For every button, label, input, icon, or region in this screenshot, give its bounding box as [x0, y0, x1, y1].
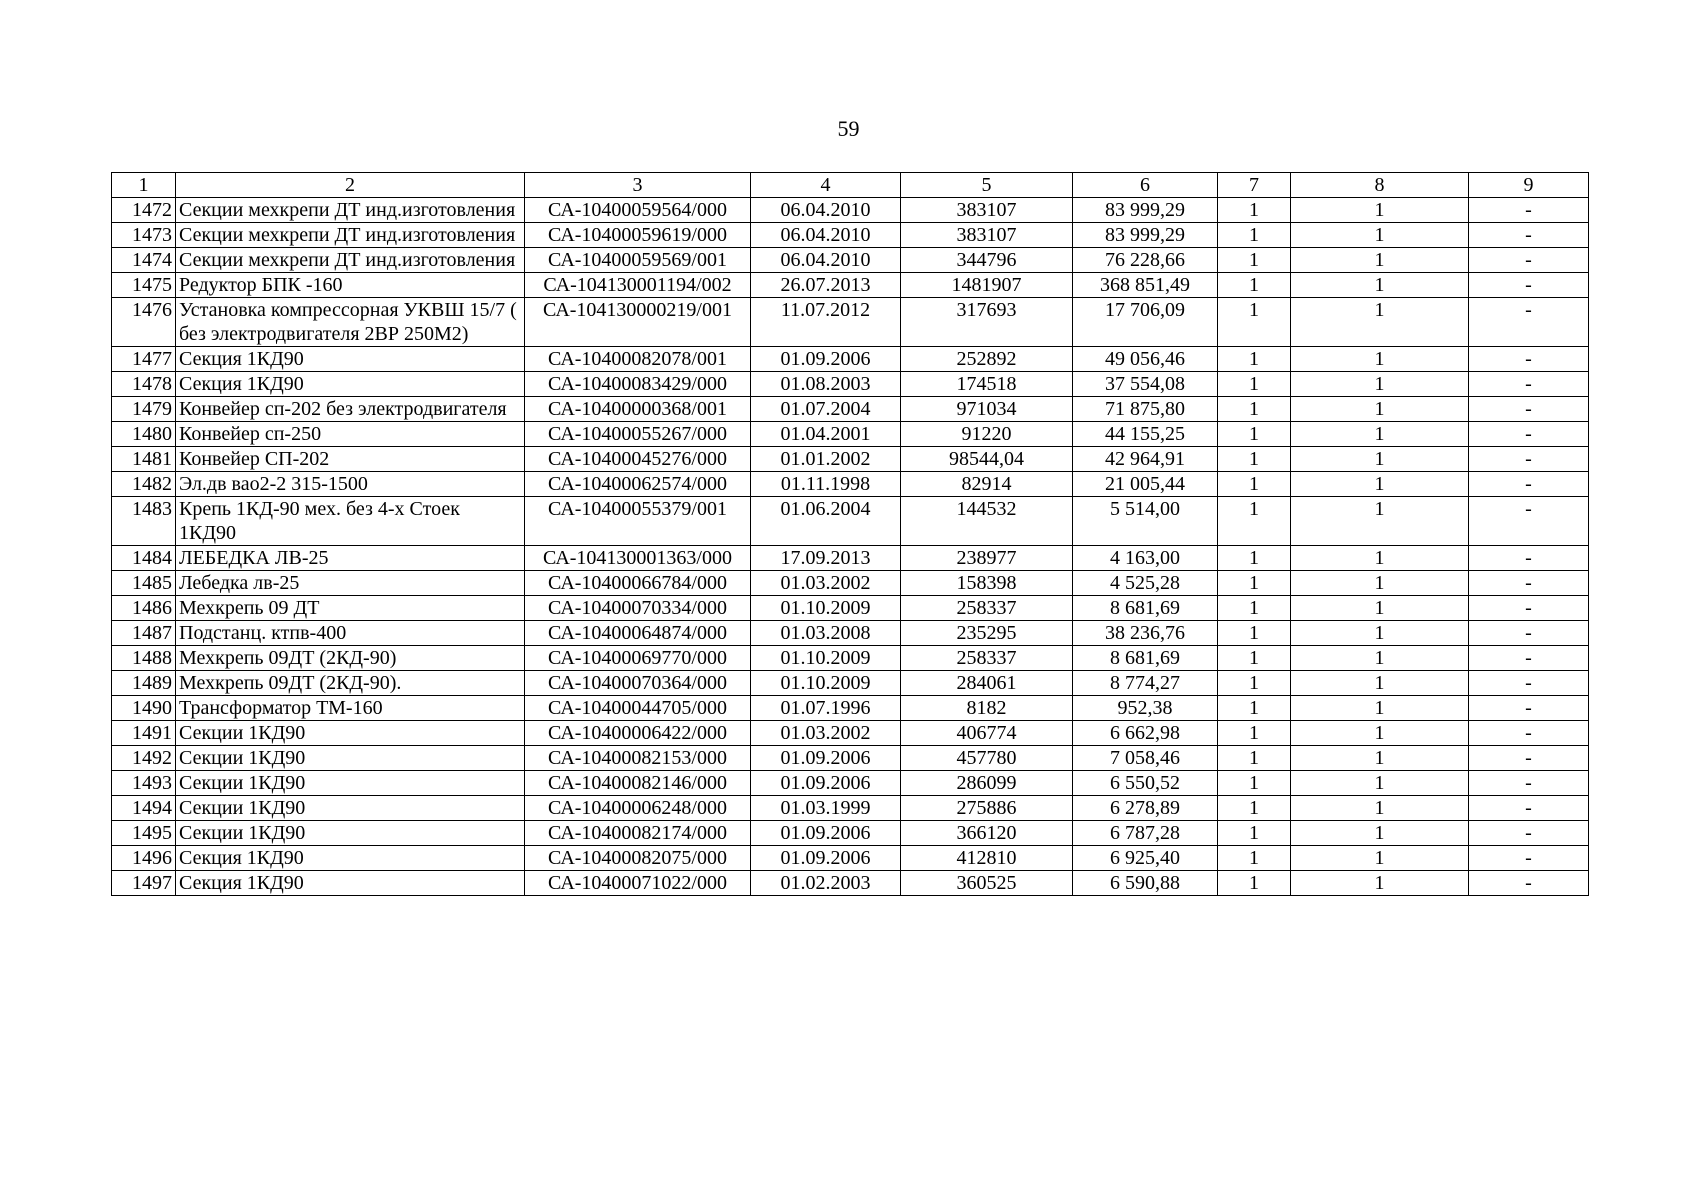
cell-initial-cost: 258337	[901, 646, 1073, 671]
cell-col-7-value: 1	[1218, 198, 1291, 223]
cell-item-name: Секции 1КД90	[176, 721, 525, 746]
cell-residual-value: 83 999,29	[1073, 223, 1218, 248]
cell-col-8-value: 1	[1291, 372, 1469, 397]
cell-col-9-value: -	[1469, 871, 1589, 896]
table-row	[112, 447, 1589, 472]
cell-initial-cost: 366120	[901, 821, 1073, 846]
cell-residual-value: 49 056,46	[1073, 347, 1218, 372]
cell-row-number: 1479	[112, 397, 176, 422]
cell-row-number: 1478	[112, 372, 176, 397]
header-cell-6: 6	[1073, 173, 1218, 198]
cell-row-number: 1475	[112, 273, 176, 298]
cell-date: 01.08.2003	[751, 372, 901, 397]
table-row	[112, 248, 1589, 273]
cell-residual-value: 38 236,76	[1073, 621, 1218, 646]
cell-row-number: 1486	[112, 596, 176, 621]
cell-col-8-value: 1	[1291, 546, 1469, 571]
cell-residual-value: 7 058,46	[1073, 746, 1218, 771]
cell-col-9-value: -	[1469, 472, 1589, 497]
cell-col-9-value: -	[1469, 372, 1589, 397]
header-cell-1: 1	[112, 173, 176, 198]
cell-col-8-value: 1	[1291, 248, 1469, 273]
cell-initial-cost: 174518	[901, 372, 1073, 397]
cell-item-name: ЛЕБЕДКА ЛВ-25	[176, 546, 525, 571]
cell-col-9-value: -	[1469, 347, 1589, 372]
cell-col-8-value: 1	[1291, 796, 1469, 821]
cell-col-7-value: 1	[1218, 771, 1291, 796]
cell-date: 01.09.2006	[751, 771, 901, 796]
cell-date: 01.01.2002	[751, 447, 901, 472]
cell-initial-cost: 275886	[901, 796, 1073, 821]
cell-item-name: Секция 1КД90	[176, 347, 525, 372]
cell-inventory-code: СА-10400082078/001	[525, 347, 751, 372]
cell-col-8-value: 1	[1291, 846, 1469, 871]
cell-initial-cost: 258337	[901, 596, 1073, 621]
cell-initial-cost: 383107	[901, 223, 1073, 248]
cell-date: 01.10.2009	[751, 671, 901, 696]
cell-col-9-value: -	[1469, 397, 1589, 422]
cell-col-9-value: -	[1469, 621, 1589, 646]
cell-row-number: 1493	[112, 771, 176, 796]
cell-residual-value: 4 163,00	[1073, 546, 1218, 571]
table-row	[112, 223, 1589, 248]
table-row	[112, 472, 1589, 497]
cell-item-name: Мехкрепь 09ДТ (2КД-90)	[176, 646, 525, 671]
cell-col-9-value: -	[1469, 422, 1589, 447]
cell-inventory-code: СА-10400070364/000	[525, 671, 751, 696]
cell-col-9-value: -	[1469, 821, 1589, 846]
cell-col-7-value: 1	[1218, 223, 1291, 248]
table-row	[112, 347, 1589, 372]
table-row	[112, 596, 1589, 621]
cell-col-7-value: 1	[1218, 671, 1291, 696]
cell-date: 01.04.2001	[751, 422, 901, 447]
header-cell-8: 8	[1291, 173, 1469, 198]
table-row	[112, 771, 1589, 796]
cell-initial-cost: 412810	[901, 846, 1073, 871]
cell-inventory-code: СА-10400059619/000	[525, 223, 751, 248]
cell-date: 01.03.1999	[751, 796, 901, 821]
table-row	[112, 198, 1589, 223]
cell-initial-cost: 286099	[901, 771, 1073, 796]
cell-initial-cost: 8182	[901, 696, 1073, 721]
cell-col-9-value: -	[1469, 646, 1589, 671]
cell-residual-value: 71 875,80	[1073, 397, 1218, 422]
cell-date: 11.07.2012	[751, 298, 901, 347]
cell-date: 26.07.2013	[751, 273, 901, 298]
cell-col-8-value: 1	[1291, 223, 1469, 248]
cell-col-7-value: 1	[1218, 821, 1291, 846]
cell-col-9-value: -	[1469, 546, 1589, 571]
cell-date: 01.11.1998	[751, 472, 901, 497]
cell-item-name: Секции 1КД90	[176, 796, 525, 821]
cell-residual-value: 8 681,69	[1073, 646, 1218, 671]
cell-inventory-code: СА-10400083429/000	[525, 372, 751, 397]
cell-initial-cost: 91220	[901, 422, 1073, 447]
cell-col-7-value: 1	[1218, 746, 1291, 771]
cell-residual-value: 4 525,28	[1073, 571, 1218, 596]
cell-col-9-value: -	[1469, 571, 1589, 596]
cell-residual-value: 5 514,00	[1073, 497, 1218, 546]
cell-residual-value: 6 590,88	[1073, 871, 1218, 896]
header-cell-2: 2	[176, 173, 525, 198]
cell-col-8-value: 1	[1291, 497, 1469, 546]
cell-residual-value: 17 706,09	[1073, 298, 1218, 347]
cell-col-8-value: 1	[1291, 871, 1469, 896]
cell-residual-value: 6 278,89	[1073, 796, 1218, 821]
header-cell-5: 5	[901, 173, 1073, 198]
cell-initial-cost: 344796	[901, 248, 1073, 273]
cell-col-7-value: 1	[1218, 546, 1291, 571]
cell-col-8-value: 1	[1291, 273, 1469, 298]
cell-col-9-value: -	[1469, 273, 1589, 298]
cell-row-number: 1489	[112, 671, 176, 696]
cell-item-name: Секции 1КД90	[176, 821, 525, 846]
cell-residual-value: 952,38	[1073, 696, 1218, 721]
table-row	[112, 422, 1589, 447]
cell-col-7-value: 1	[1218, 696, 1291, 721]
cell-item-name: Секции 1КД90	[176, 771, 525, 796]
cell-col-7-value: 1	[1218, 721, 1291, 746]
cell-item-name: Секции мехкрепи ДТ инд.изготовления	[176, 248, 525, 273]
cell-col-8-value: 1	[1291, 198, 1469, 223]
cell-row-number: 1481	[112, 447, 176, 472]
cell-item-name: Мехкрепь 09 ДТ	[176, 596, 525, 621]
cell-initial-cost: 317693	[901, 298, 1073, 347]
cell-row-number: 1477	[112, 347, 176, 372]
cell-row-number: 1476	[112, 298, 176, 347]
cell-col-9-value: -	[1469, 846, 1589, 871]
cell-row-number: 1490	[112, 696, 176, 721]
cell-inventory-code: СА-10400082174/000	[525, 821, 751, 846]
cell-row-number: 1474	[112, 248, 176, 273]
cell-inventory-code: СА-10400006422/000	[525, 721, 751, 746]
cell-col-7-value: 1	[1218, 447, 1291, 472]
cell-col-7-value: 1	[1218, 422, 1291, 447]
cell-date: 01.10.2009	[751, 596, 901, 621]
cell-col-8-value: 1	[1291, 347, 1469, 372]
cell-initial-cost: 98544,04	[901, 447, 1073, 472]
cell-date: 01.09.2006	[751, 746, 901, 771]
cell-date: 01.03.2008	[751, 621, 901, 646]
cell-row-number: 1496	[112, 846, 176, 871]
cell-col-7-value: 1	[1218, 796, 1291, 821]
cell-item-name: Секция 1КД90	[176, 372, 525, 397]
cell-residual-value: 368 851,49	[1073, 273, 1218, 298]
cell-item-name: Эл.дв вао2-2 315-1500	[176, 472, 525, 497]
cell-col-9-value: -	[1469, 248, 1589, 273]
cell-initial-cost: 457780	[901, 746, 1073, 771]
cell-date: 17.09.2013	[751, 546, 901, 571]
cell-inventory-code: СА-104130001194/002	[525, 273, 751, 298]
table-row	[112, 273, 1589, 298]
cell-row-number: 1497	[112, 871, 176, 896]
table-header-row	[112, 173, 1589, 198]
cell-initial-cost: 284061	[901, 671, 1073, 696]
cell-initial-cost: 235295	[901, 621, 1073, 646]
cell-inventory-code: СА-10400045276/000	[525, 447, 751, 472]
table-row	[112, 298, 1589, 347]
cell-col-8-value: 1	[1291, 571, 1469, 596]
cell-inventory-code: СА-10400069770/000	[525, 646, 751, 671]
cell-col-9-value: -	[1469, 298, 1589, 347]
cell-initial-cost: 1481907	[901, 273, 1073, 298]
cell-col-7-value: 1	[1218, 596, 1291, 621]
cell-item-name: Подстанц. ктпв-400	[176, 621, 525, 646]
cell-col-9-value: -	[1469, 198, 1589, 223]
table-row	[112, 721, 1589, 746]
cell-row-number: 1495	[112, 821, 176, 846]
cell-row-number: 1485	[112, 571, 176, 596]
table-row	[112, 671, 1589, 696]
cell-initial-cost: 360525	[901, 871, 1073, 896]
inventory-table	[111, 172, 1589, 896]
cell-col-7-value: 1	[1218, 298, 1291, 347]
cell-date: 01.03.2002	[751, 571, 901, 596]
cell-col-9-value: -	[1469, 223, 1589, 248]
cell-col-9-value: -	[1469, 796, 1589, 821]
cell-residual-value: 6 925,40	[1073, 846, 1218, 871]
cell-col-8-value: 1	[1291, 746, 1469, 771]
cell-item-name: Трансформатор ТМ-160	[176, 696, 525, 721]
header-cell-4: 4	[751, 173, 901, 198]
cell-col-9-value: -	[1469, 497, 1589, 546]
cell-inventory-code: СА-10400062574/000	[525, 472, 751, 497]
cell-col-8-value: 1	[1291, 298, 1469, 347]
header-cell-3: 3	[525, 173, 751, 198]
cell-col-8-value: 1	[1291, 821, 1469, 846]
cell-col-8-value: 1	[1291, 621, 1469, 646]
cell-col-9-value: -	[1469, 746, 1589, 771]
cell-col-7-value: 1	[1218, 871, 1291, 896]
cell-initial-cost: 406774	[901, 721, 1073, 746]
cell-row-number: 1472	[112, 198, 176, 223]
cell-row-number: 1491	[112, 721, 176, 746]
cell-col-7-value: 1	[1218, 273, 1291, 298]
cell-residual-value: 21 005,44	[1073, 472, 1218, 497]
cell-col-8-value: 1	[1291, 472, 1469, 497]
cell-col-8-value: 1	[1291, 671, 1469, 696]
cell-inventory-code: СА-10400006248/000	[525, 796, 751, 821]
cell-col-8-value: 1	[1291, 596, 1469, 621]
table-row	[112, 546, 1589, 571]
cell-item-name: Лебедка лв-25	[176, 571, 525, 596]
cell-item-name: Секции 1КД90	[176, 746, 525, 771]
cell-row-number: 1484	[112, 546, 176, 571]
cell-residual-value: 76 228,66	[1073, 248, 1218, 273]
table-row	[112, 646, 1589, 671]
cell-item-name: Секция 1КД90	[176, 846, 525, 871]
cell-col-9-value: -	[1469, 596, 1589, 621]
page-number: 59	[837, 116, 860, 141]
cell-inventory-code: СА-10400070334/000	[525, 596, 751, 621]
table-row	[112, 397, 1589, 422]
cell-residual-value: 42 964,91	[1073, 447, 1218, 472]
cell-row-number: 1487	[112, 621, 176, 646]
cell-initial-cost: 971034	[901, 397, 1073, 422]
cell-row-number: 1483	[112, 497, 176, 546]
cell-col-8-value: 1	[1291, 397, 1469, 422]
cell-residual-value: 8 681,69	[1073, 596, 1218, 621]
cell-initial-cost: 238977	[901, 546, 1073, 571]
cell-inventory-code: СА-10400082146/000	[525, 771, 751, 796]
cell-row-number: 1473	[112, 223, 176, 248]
cell-date: 01.09.2006	[751, 846, 901, 871]
cell-row-number: 1480	[112, 422, 176, 447]
cell-col-9-value: -	[1469, 696, 1589, 721]
cell-col-9-value: -	[1469, 771, 1589, 796]
table-row	[112, 821, 1589, 846]
cell-inventory-code: СА-10400064874/000	[525, 621, 751, 646]
cell-date: 01.09.2006	[751, 821, 901, 846]
cell-col-7-value: 1	[1218, 472, 1291, 497]
cell-item-name: Мехкрепь 09ДТ (2КД-90).	[176, 671, 525, 696]
cell-residual-value: 44 155,25	[1073, 422, 1218, 447]
cell-date: 01.09.2006	[751, 347, 901, 372]
cell-date: 01.10.2009	[751, 646, 901, 671]
cell-item-name: Конвейер сп-202 без электродвигателя	[176, 397, 525, 422]
cell-residual-value: 6 662,98	[1073, 721, 1218, 746]
cell-inventory-code: СА-10400071022/000	[525, 871, 751, 896]
cell-col-7-value: 1	[1218, 397, 1291, 422]
cell-item-name: Установка компрессорная УКВШ 15/7 ( без электродвигателя 2ВР 250М2)	[176, 298, 525, 347]
cell-residual-value: 6 550,52	[1073, 771, 1218, 796]
cell-initial-cost: 252892	[901, 347, 1073, 372]
table-row	[112, 372, 1589, 397]
cell-col-7-value: 1	[1218, 621, 1291, 646]
table-row	[112, 696, 1589, 721]
cell-col-8-value: 1	[1291, 646, 1469, 671]
cell-item-name: Секции мехкрепи ДТ инд.изготовления	[176, 223, 525, 248]
cell-date: 01.07.1996	[751, 696, 901, 721]
cell-inventory-code: СА-10400059569/001	[525, 248, 751, 273]
cell-item-name: Секции мехкрепи ДТ инд.изготовления	[176, 198, 525, 223]
table-row	[112, 846, 1589, 871]
cell-inventory-code: СА-10400055379/001	[525, 497, 751, 546]
cell-date: 01.07.2004	[751, 397, 901, 422]
cell-inventory-code: СА-10400055267/000	[525, 422, 751, 447]
cell-residual-value: 8 774,27	[1073, 671, 1218, 696]
cell-residual-value: 37 554,08	[1073, 372, 1218, 397]
cell-inventory-code: СА-10400059564/000	[525, 198, 751, 223]
header-cell-9: 9	[1469, 173, 1589, 198]
cell-col-7-value: 1	[1218, 646, 1291, 671]
cell-date: 01.03.2002	[751, 721, 901, 746]
cell-row-number: 1494	[112, 796, 176, 821]
table-row	[112, 746, 1589, 771]
cell-col-8-value: 1	[1291, 771, 1469, 796]
cell-initial-cost: 158398	[901, 571, 1073, 596]
cell-residual-value: 83 999,29	[1073, 198, 1218, 223]
cell-col-8-value: 1	[1291, 422, 1469, 447]
cell-initial-cost: 383107	[901, 198, 1073, 223]
cell-initial-cost: 144532	[901, 497, 1073, 546]
cell-item-name: Конвейер сп-250	[176, 422, 525, 447]
cell-col-7-value: 1	[1218, 347, 1291, 372]
cell-row-number: 1482	[112, 472, 176, 497]
cell-row-number: 1492	[112, 746, 176, 771]
cell-initial-cost: 82914	[901, 472, 1073, 497]
table-row	[112, 571, 1589, 596]
table-row	[112, 497, 1589, 546]
cell-col-9-value: -	[1469, 447, 1589, 472]
cell-inventory-code: СА-104130001363/000	[525, 546, 751, 571]
cell-date: 01.06.2004	[751, 497, 901, 546]
table-row	[112, 871, 1589, 896]
cell-date: 06.04.2010	[751, 248, 901, 273]
cell-col-8-value: 1	[1291, 696, 1469, 721]
cell-date: 01.02.2003	[751, 871, 901, 896]
cell-inventory-code: СА-10400000368/001	[525, 397, 751, 422]
cell-col-8-value: 1	[1291, 447, 1469, 472]
cell-inventory-code: СА-10400044705/000	[525, 696, 751, 721]
cell-inventory-code: СА-104130000219/001	[525, 298, 751, 347]
header-cell-7: 7	[1218, 173, 1291, 198]
cell-col-7-value: 1	[1218, 372, 1291, 397]
table-row	[112, 796, 1589, 821]
cell-inventory-code: СА-10400082153/000	[525, 746, 751, 771]
cell-col-9-value: -	[1469, 671, 1589, 696]
table-body	[112, 173, 1589, 896]
cell-item-name: Секция 1КД90	[176, 871, 525, 896]
cell-col-7-value: 1	[1218, 497, 1291, 546]
cell-col-8-value: 1	[1291, 721, 1469, 746]
cell-col-7-value: 1	[1218, 846, 1291, 871]
cell-col-7-value: 1	[1218, 248, 1291, 273]
cell-item-name: Крепь 1КД-90 мех. без 4-х Стоек 1КД90	[176, 497, 525, 546]
cell-row-number: 1488	[112, 646, 176, 671]
cell-residual-value: 6 787,28	[1073, 821, 1218, 846]
cell-col-7-value: 1	[1218, 571, 1291, 596]
cell-item-name: Конвейер СП-202	[176, 447, 525, 472]
cell-col-9-value: -	[1469, 721, 1589, 746]
cell-date: 06.04.2010	[751, 198, 901, 223]
cell-item-name: Редуктор БПК -160	[176, 273, 525, 298]
cell-inventory-code: СА-10400082075/000	[525, 846, 751, 871]
table-row	[112, 621, 1589, 646]
cell-date: 06.04.2010	[751, 223, 901, 248]
cell-inventory-code: СА-10400066784/000	[525, 571, 751, 596]
